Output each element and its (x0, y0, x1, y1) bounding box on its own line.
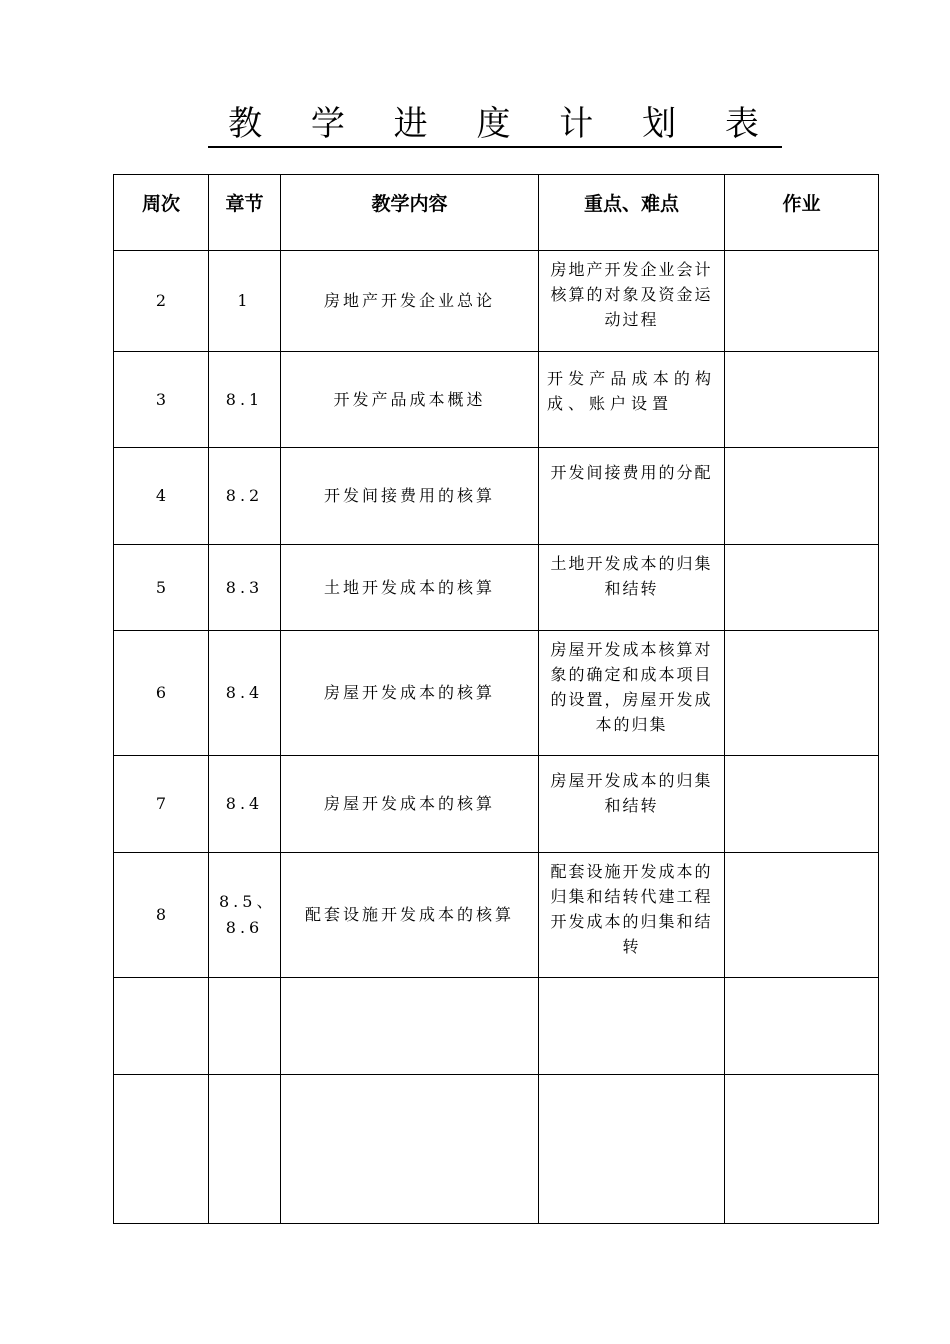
key-points-cell: 土地开发成本的归集和结转 (539, 545, 725, 631)
content-cell (281, 1075, 539, 1224)
header-homework: 作业 (725, 175, 879, 251)
table-row (114, 352, 879, 448)
content-cell (281, 978, 539, 1075)
homework-cell (725, 352, 879, 448)
week-cell: 3 (114, 352, 209, 448)
chapter-cell: 8.3 (209, 545, 281, 631)
table-row (114, 448, 879, 545)
content-cell: 土地开发成本的核算 (281, 545, 539, 631)
content-cell: 房屋开发成本的核算 (281, 756, 539, 853)
page-title: 教 学 进 度 计 划 表 (0, 102, 950, 148)
week-cell: 2 (114, 251, 209, 352)
content-cell: 开发间接费用的核算 (281, 448, 539, 545)
chapter-cell: 8.1 (209, 352, 281, 448)
table-row (114, 251, 879, 352)
header-key-points: 重点、难点 (539, 175, 725, 251)
teaching-schedule-table (113, 174, 879, 1224)
chapter-cell: 8.2 (209, 448, 281, 545)
key-points-cell: 房屋开发成本核算对象的确定和成本项目的设置，房屋开发成本的归集 (539, 631, 725, 756)
header-content: 教学内容 (281, 175, 539, 251)
key-points-cell: 配套设施开发成本的归集和结转代建工程开发成本的归集和结转 (539, 853, 725, 978)
table-row (114, 978, 879, 1075)
homework-cell (725, 631, 879, 756)
content-cell: 开发产品成本概述 (281, 352, 539, 448)
homework-cell (725, 853, 879, 978)
chapter-cell: 1 (209, 251, 281, 352)
week-cell: 4 (114, 448, 209, 545)
key-points-cell (539, 1075, 725, 1224)
homework-cell (725, 756, 879, 853)
content-cell: 房屋开发成本的核算 (281, 631, 539, 756)
chapter-cell (209, 1075, 281, 1224)
table-row (114, 1075, 879, 1224)
week-cell: 8 (114, 853, 209, 978)
chapter-cell: 8.4 (209, 756, 281, 853)
header-week: 周次 (114, 175, 209, 251)
table-row (114, 756, 879, 853)
week-cell (114, 1075, 209, 1224)
chapter-cell: 8.5、8.6 (209, 853, 281, 978)
homework-cell (725, 545, 879, 631)
week-cell: 5 (114, 545, 209, 631)
content-cell: 房地产开发企业总论 (281, 251, 539, 352)
week-cell: 7 (114, 756, 209, 853)
key-points-cell: 开发产品成本的构成、账户设置 (539, 352, 725, 448)
table-row (114, 631, 879, 756)
homework-cell (725, 448, 879, 545)
homework-cell (725, 978, 879, 1075)
chapter-cell (209, 978, 281, 1075)
key-points-cell: 房地产开发企业会计核算的对象及资金运动过程 (539, 251, 725, 352)
table-header-row (114, 175, 879, 251)
key-points-cell (539, 978, 725, 1075)
homework-cell (725, 251, 879, 352)
week-cell (114, 978, 209, 1075)
table-row (114, 853, 879, 978)
table-row (114, 545, 879, 631)
week-cell: 6 (114, 631, 209, 756)
content-cell: 配套设施开发成本的核算 (281, 853, 539, 978)
key-points-cell: 房屋开发成本的归集和结转 (539, 756, 725, 853)
header-chapter: 章节 (209, 175, 281, 251)
key-points-cell: 开发间接费用的分配 (539, 448, 725, 545)
chapter-cell: 8.4 (209, 631, 281, 756)
homework-cell (725, 1075, 879, 1224)
